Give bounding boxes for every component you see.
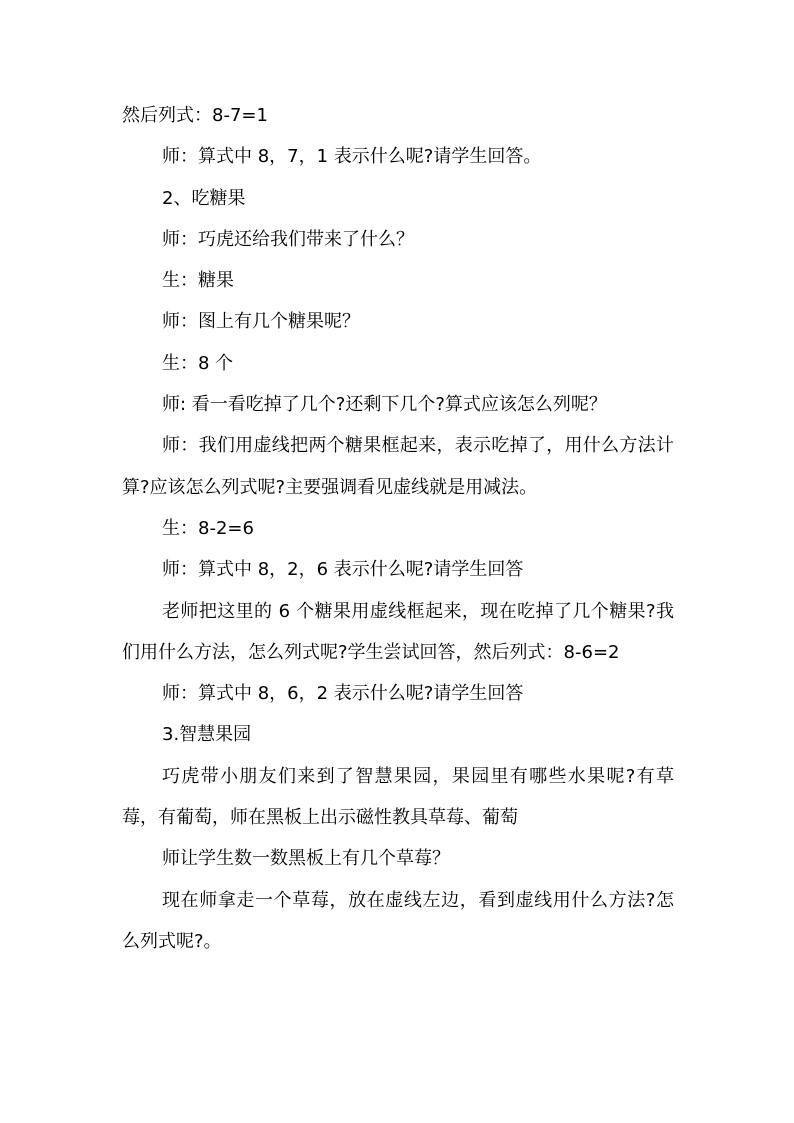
paragraph-take-strawberry: 现在师拿走一个草莓，放在虚线左边，看到虚线用什么方法?怎么列式呢?。 bbox=[122, 889, 674, 952]
paragraph-teacher-how-many: 师：图上有几个糖果呢？ bbox=[162, 311, 360, 333]
paragraph-student-eight: 生：8 个 bbox=[162, 352, 234, 374]
paragraph-teacher-six-candies: 老师把这里的 6 个糖果用虚线框起来，现在吃掉了几个糖果?我们用什么方法，怎么列式呢?学生尝试回答，然后列式：8-6=2 bbox=[122, 600, 674, 663]
paragraph-equation-8-7: 然后列式：8-7=1 bbox=[122, 105, 268, 126]
document-body bbox=[122, 95, 674, 962]
heading-wisdom-orchard: 3.智慧果园 bbox=[162, 724, 252, 746]
paragraph-teacher-meaning-871: 师：算式中 8，7，1 表示什么呢?请学生回答。 bbox=[162, 146, 542, 168]
heading-eat-candy: 2、吃糖果 bbox=[162, 187, 246, 209]
paragraph-teacher-dashed-line: 师：我们用虚线把两个糖果框起来，表示吃掉了，用什么方法计算?应该怎么列式呢?主要强调看见虚线就是用减法。 bbox=[122, 435, 674, 498]
paragraph-teacher-eaten: 师: 看一看吃掉了几个?还剩下几个?算式应该怎么列呢？ bbox=[162, 394, 607, 416]
paragraph-teacher-meaning-826: 师：算式中 8，2，6 表示什么呢?请学生回答 bbox=[162, 559, 524, 581]
paragraph-teacher-meaning-862: 师：算式中 8，6，2 表示什么呢?请学生回答 bbox=[162, 683, 524, 705]
paragraph-student-candy: 生：糖果 bbox=[162, 270, 234, 292]
paragraph-teacher-what-brought: 师：巧虎还给我们带来了什么？ bbox=[162, 228, 414, 250]
paragraph-orchard-fruits: 巧虎带小朋友们来到了智慧果园，果园里有哪些水果呢?有草莓，有葡萄，师在黑板上出示磁性教具草莓、葡萄 bbox=[122, 765, 674, 829]
paragraph-count-strawberries: 师让学生数一数黑板上有几个草莓？ bbox=[162, 848, 450, 870]
paragraph-student-8-2: 生：8-2=6 bbox=[162, 517, 254, 539]
